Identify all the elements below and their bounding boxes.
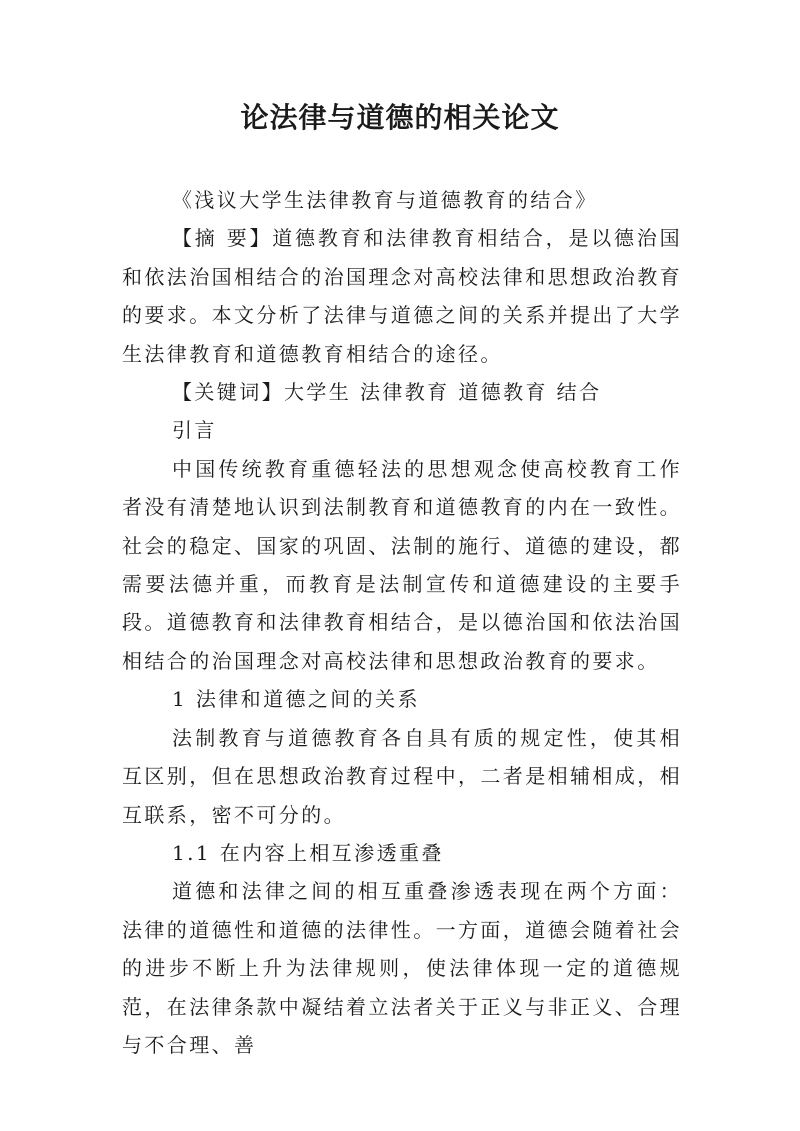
section-heading-introduction: 引言 <box>172 418 217 443</box>
section-1-paragraph: 法制教育与道德教育各自具有质的规定性，使其相互区别，但在思想政治教育过程中，二者是相辅相成，相互联系，密不可分的。 <box>122 725 682 827</box>
paper-title-line: 《浅议大学生法律教育与道德教育的结合》 <box>172 188 598 212</box>
document-title: 论法律与道德的相关论文 <box>240 101 560 134</box>
keywords-line: 【关键词】大学生 法律教育 道德教育 结合 <box>172 380 602 405</box>
section-heading-1: 1 法律和道德之间的关系 <box>172 687 420 712</box>
introduction-paragraph: 中国传统教育重德轻法的思想观念使高校教育工作者没有清楚地认识到法制教育和道德教育的内在一致性。社会的稳定、国家的巩固、法制的施行、道德的建设，都需要法德并重，而教育是法制宣传和道德建设的主要手段。道德教育和法律教育相结合，是以德治国和依法治国相结合的治国理念对高校法律和思想政治教育的要求。 <box>122 456 682 673</box>
section-1-1-paragraph: 道德和法律之间的相互重叠渗透表现在两个方面：法律的道德性和道德的法律性。一方面，道德会随着社会的进步不断上升为法律规则，使法律体现一定的道德规范，在法律条款中凝结着立法者关于正义与非正义、合理与不合理、善 <box>122 879 682 1057</box>
document-body <box>122 181 682 1064</box>
section-heading-1-1: 1.1 在内容上相互渗透重叠 <box>172 840 444 865</box>
abstract-paragraph: 【摘 要】道德教育和法律教育相结合，是以德治国和依法治国相结合的治国理念对高校法律和思想政治教育的要求。本文分析了法律与道德之间的关系并提出了大学生法律教育和道德教育相结合的途径。 <box>122 226 682 366</box>
